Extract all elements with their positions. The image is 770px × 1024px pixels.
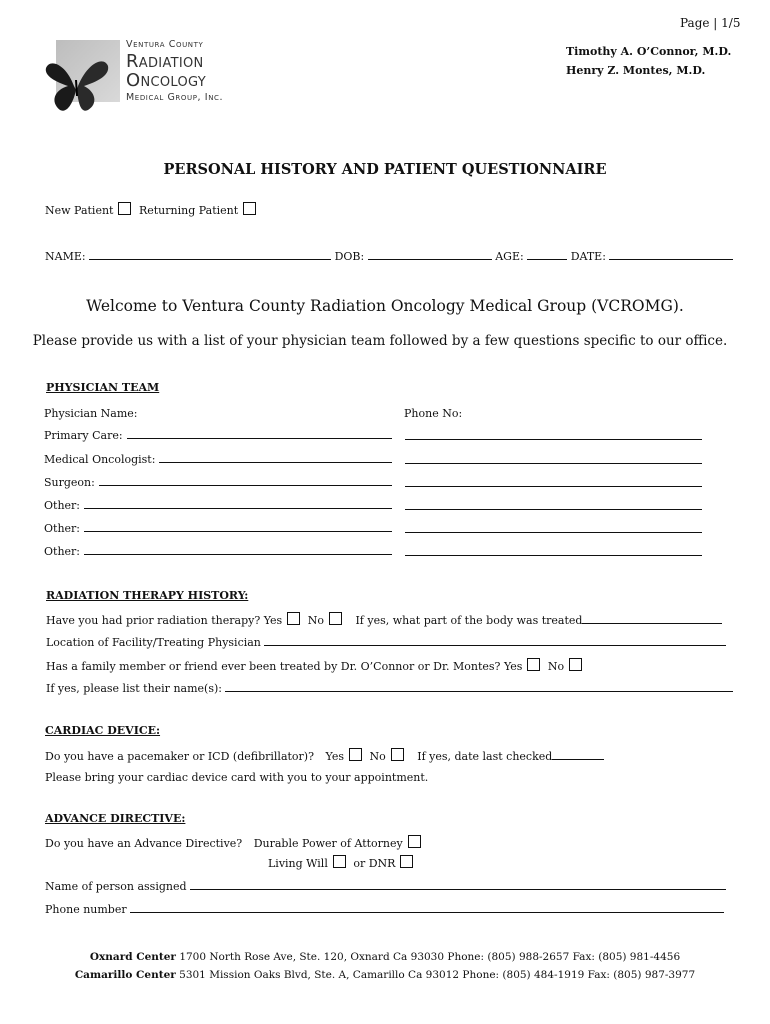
physician-role-label: Surgeon: <box>44 476 95 489</box>
intro-text: Please provide us with a list of your physician team followed by a few questions specific to our office. <box>32 333 728 349</box>
name-field[interactable] <box>89 249 331 260</box>
physician-row <box>44 498 392 512</box>
camarillo-center-detail: 5301 Mission Oaks Blvd, Ste. A, Camarillo Ca 93012 Phone: (805) 484-1919 Fax: (805) 987-3977 <box>179 969 696 981</box>
dnr-label: or DNR <box>353 857 396 870</box>
cardiac-note: Please bring your cardiac device card with you to your appointment. <box>45 771 429 784</box>
physician-row <box>44 475 392 489</box>
physician-role-label: Primary Care: <box>44 429 123 442</box>
physician-role-label: Other: <box>44 545 80 558</box>
facility-field[interactable] <box>264 635 726 646</box>
radiation-yes-label: Yes <box>263 614 283 627</box>
living-will-label: Living Will <box>268 857 328 870</box>
phone-number-field[interactable] <box>130 902 724 913</box>
cardiac-q1-row <box>45 748 604 763</box>
new-patient-checkbox[interactable] <box>118 202 131 215</box>
radiation-q4-row <box>46 681 733 695</box>
date-field[interactable] <box>609 249 733 260</box>
dob-label: DOB: <box>334 250 365 263</box>
physician-phone-field[interactable] <box>405 522 702 533</box>
phone-number-label: Phone number <box>45 903 127 916</box>
cardiac-no-label: No <box>369 750 386 763</box>
radiation-q1-row <box>46 612 722 627</box>
living-will-checkbox[interactable] <box>333 855 346 868</box>
oxnard-center-name: Oxnard Center <box>89 951 176 963</box>
family-yes-checkbox[interactable] <box>527 658 540 671</box>
butterfly-icon <box>44 56 110 114</box>
footer-oxnard <box>0 951 770 963</box>
physician-phone-field[interactable] <box>405 429 702 440</box>
cardiac-no-checkbox[interactable] <box>391 748 404 761</box>
physician-role-label: Other: <box>44 522 80 535</box>
person-assigned-row <box>45 879 726 893</box>
radiation-q1-label: Have you had prior radiation therapy? <box>46 614 261 627</box>
poa-label: Durable Power of Attorney <box>253 837 403 850</box>
advance-heading: ADVANCE DIRECTIVE: <box>45 812 186 825</box>
person-assigned-field[interactable] <box>190 879 726 890</box>
advance-q1-label: Do you have an Advance Directive? <box>45 837 243 850</box>
physician-phone-field[interactable] <box>405 545 702 556</box>
new-patient-label: New Patient <box>45 204 114 217</box>
physician-row <box>44 521 392 535</box>
radiation-no-checkbox[interactable] <box>329 612 342 625</box>
physician-name-header: Physician Name: <box>44 407 138 420</box>
doctor-1: Timothy A. O’Connor, M.D. <box>566 45 732 58</box>
family-yes-label: Yes <box>503 660 523 673</box>
cardiac-heading: CARDIAC DEVICE: <box>45 724 161 737</box>
patient-type-row <box>45 202 260 217</box>
physician-role-label: Medical Oncologist: <box>44 453 156 466</box>
radiation-q3-row <box>46 658 586 673</box>
dnr-checkbox[interactable] <box>400 855 413 868</box>
physician-row <box>44 452 392 466</box>
returning-patient-checkbox[interactable] <box>243 202 256 215</box>
radiation-q2-row <box>46 635 726 649</box>
physician-team-heading: PHYSICIAN TEAM <box>46 381 160 394</box>
phone-no-header: Phone No: <box>404 407 463 420</box>
family-treated-label: Has a family member or friend ever been treated by Dr. O’Connor or Dr. Montes? <box>46 660 501 673</box>
logo-line-4: Medical Group, Inc. <box>126 91 224 103</box>
radiation-heading: RADIATION THERAPY HISTORY: <box>46 589 249 602</box>
physician-row <box>44 544 392 558</box>
physician-name-field[interactable] <box>159 452 392 463</box>
date-label: DATE: <box>570 250 606 263</box>
names-field[interactable] <box>225 681 733 692</box>
logo-line-3: Oncology <box>126 69 206 91</box>
person-assigned-label: Name of person assigned <box>45 880 187 893</box>
logo-line-2: Radiation <box>126 50 204 72</box>
physician-phone-field[interactable] <box>405 476 702 487</box>
age-field[interactable] <box>527 249 567 260</box>
identification-row <box>45 249 733 263</box>
pacemaker-label: Do you have a pacemaker or ICD (defibrillator)? <box>45 750 315 763</box>
physician-name-field[interactable] <box>84 498 392 509</box>
name-label: NAME: <box>45 250 86 263</box>
cardiac-yes-label: Yes <box>325 750 344 763</box>
age-label: AGE: <box>495 250 524 263</box>
doctor-2: Henry Z. Montes, M.D. <box>566 64 706 77</box>
physician-name-field[interactable] <box>127 428 392 439</box>
welcome-text: Welcome to Ventura County Radiation Oncology Medical Group (VCROMG). <box>86 297 684 315</box>
physician-name-field[interactable] <box>84 521 392 532</box>
footer-camarillo <box>0 969 770 981</box>
page-number: Page | 1/5 <box>680 16 741 30</box>
names-label: If yes, please list their name(s): <box>46 682 222 695</box>
poa-checkbox[interactable] <box>408 835 421 848</box>
advance-q1-row <box>45 835 425 850</box>
date-checked-label: If yes, date last checked <box>417 750 553 763</box>
family-no-checkbox[interactable] <box>569 658 582 671</box>
page-title: PERSONAL HISTORY AND PATIENT QUESTIONNAIRE <box>163 161 607 178</box>
logo-text <box>126 40 223 102</box>
dob-field[interactable] <box>368 249 492 260</box>
radiation-yes-checkbox[interactable] <box>287 612 300 625</box>
facility-label: Location of Facility/Treating Physician <box>46 636 261 649</box>
family-no-label: No <box>547 660 565 673</box>
radiation-no-label: No <box>307 614 324 627</box>
physician-name-field[interactable] <box>84 544 392 555</box>
date-checked-field[interactable] <box>552 749 604 760</box>
body-part-field[interactable] <box>582 613 722 624</box>
physician-row <box>44 428 392 442</box>
camarillo-center-name: Camarillo Center <box>74 969 176 981</box>
advance-options-row <box>268 855 417 870</box>
radiation-q1-follow-label: If yes, what part of the body was treated <box>355 614 583 627</box>
returning-patient-label: Returning Patient <box>138 204 239 217</box>
phone-number-row <box>45 902 724 916</box>
physician-phone-field[interactable] <box>405 499 702 510</box>
logo-line-1: Ventura County <box>126 39 204 50</box>
physician-role-label: Other: <box>44 499 80 512</box>
physician-name-field[interactable] <box>99 475 392 486</box>
oxnard-center-detail: 1700 North Rose Ave, Ste. 120, Oxnard Ca 93030 Phone: (805) 988-2657 Fax: (805) 981-4456 <box>179 951 681 963</box>
physician-phone-field[interactable] <box>405 453 702 464</box>
cardiac-yes-checkbox[interactable] <box>349 748 362 761</box>
